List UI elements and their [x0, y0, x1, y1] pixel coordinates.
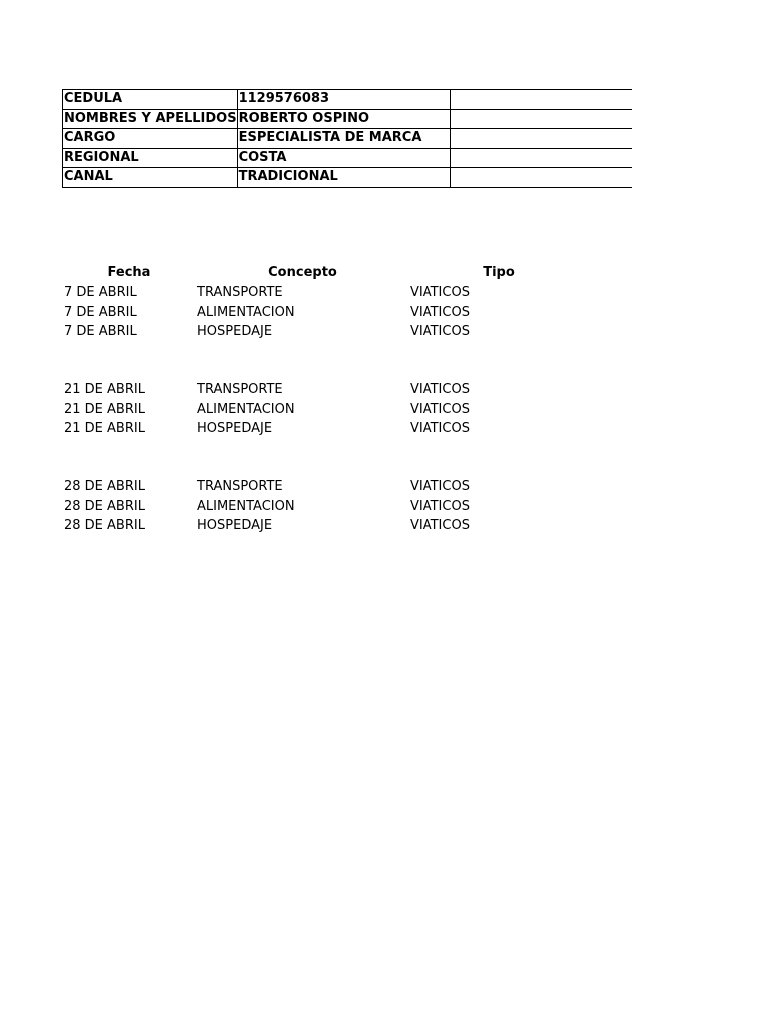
info-value: ESPECIALISTA DE MARCA — [237, 129, 450, 149]
cell-fecha: 21 DE ABRIL — [64, 421, 145, 436]
header-concepto: Concepto — [268, 265, 337, 280]
info-empty-cell — [450, 90, 632, 110]
cell-tipo: VIATICOS — [410, 498, 470, 514]
cell-tipo: VIATICOS — [410, 518, 470, 533]
cell-concepto: HOSPEDAJE — [197, 518, 273, 533]
info-empty-cell — [450, 168, 632, 188]
header-tipo: Tipo — [483, 265, 515, 280]
info-row-canal — [63, 168, 632, 188]
info-row-nombres — [63, 109, 632, 129]
info-empty-cell — [450, 109, 632, 129]
info-value: TRADICIONAL — [237, 168, 450, 188]
cell-fecha: 7 DE ABRIL — [64, 324, 137, 339]
cell-fecha: 7 DE ABRIL — [64, 285, 137, 300]
cell-concepto: ALIMENTACION — [197, 304, 295, 320]
cell-concepto: TRANSPORTE — [197, 382, 283, 397]
cell-concepto: TRANSPORTE — [197, 479, 283, 494]
cell-fecha: 28 DE ABRIL — [64, 518, 145, 533]
cell-concepto: HOSPEDAJE — [197, 324, 273, 339]
info-label: CANAL — [63, 168, 238, 188]
info-label: CEDULA — [63, 90, 238, 110]
cell-fecha: 21 DE ABRIL — [64, 382, 145, 397]
cell-tipo: VIATICOS — [410, 324, 470, 339]
cell-tipo: VIATICOS — [410, 479, 470, 494]
cell-tipo: VIATICOS — [410, 401, 470, 417]
cell-tipo: VIATICOS — [410, 421, 470, 436]
info-empty-cell — [450, 129, 632, 149]
header-fecha: Fecha — [107, 265, 151, 280]
cell-concepto: HOSPEDAJE — [197, 421, 273, 436]
cell-tipo: VIATICOS — [410, 285, 470, 300]
info-value: ROBERTO OSPINO — [237, 109, 450, 129]
info-label: CARGO — [63, 129, 238, 149]
info-value: COSTA — [237, 148, 450, 168]
employee-info-table — [62, 89, 632, 188]
cell-concepto: ALIMENTACION — [197, 498, 295, 514]
cell-tipo: VIATICOS — [410, 304, 470, 320]
cell-fecha: 28 DE ABRIL — [64, 479, 145, 494]
info-label: NOMBRES Y APELLIDOS — [63, 109, 238, 129]
info-row-cedula — [63, 90, 632, 110]
info-empty-cell — [450, 148, 632, 168]
info-value: 1129576083 — [237, 90, 450, 110]
info-row-cargo — [63, 129, 632, 149]
info-label: REGIONAL — [63, 148, 238, 168]
cell-concepto: ALIMENTACION — [197, 401, 295, 417]
cell-fecha: 21 DE ABRIL — [64, 401, 145, 417]
info-row-regional — [63, 148, 632, 168]
cell-fecha: 28 DE ABRIL — [64, 498, 145, 514]
cell-tipo: VIATICOS — [410, 382, 470, 397]
cell-fecha: 7 DE ABRIL — [64, 304, 137, 320]
cell-concepto: TRANSPORTE — [197, 285, 283, 300]
